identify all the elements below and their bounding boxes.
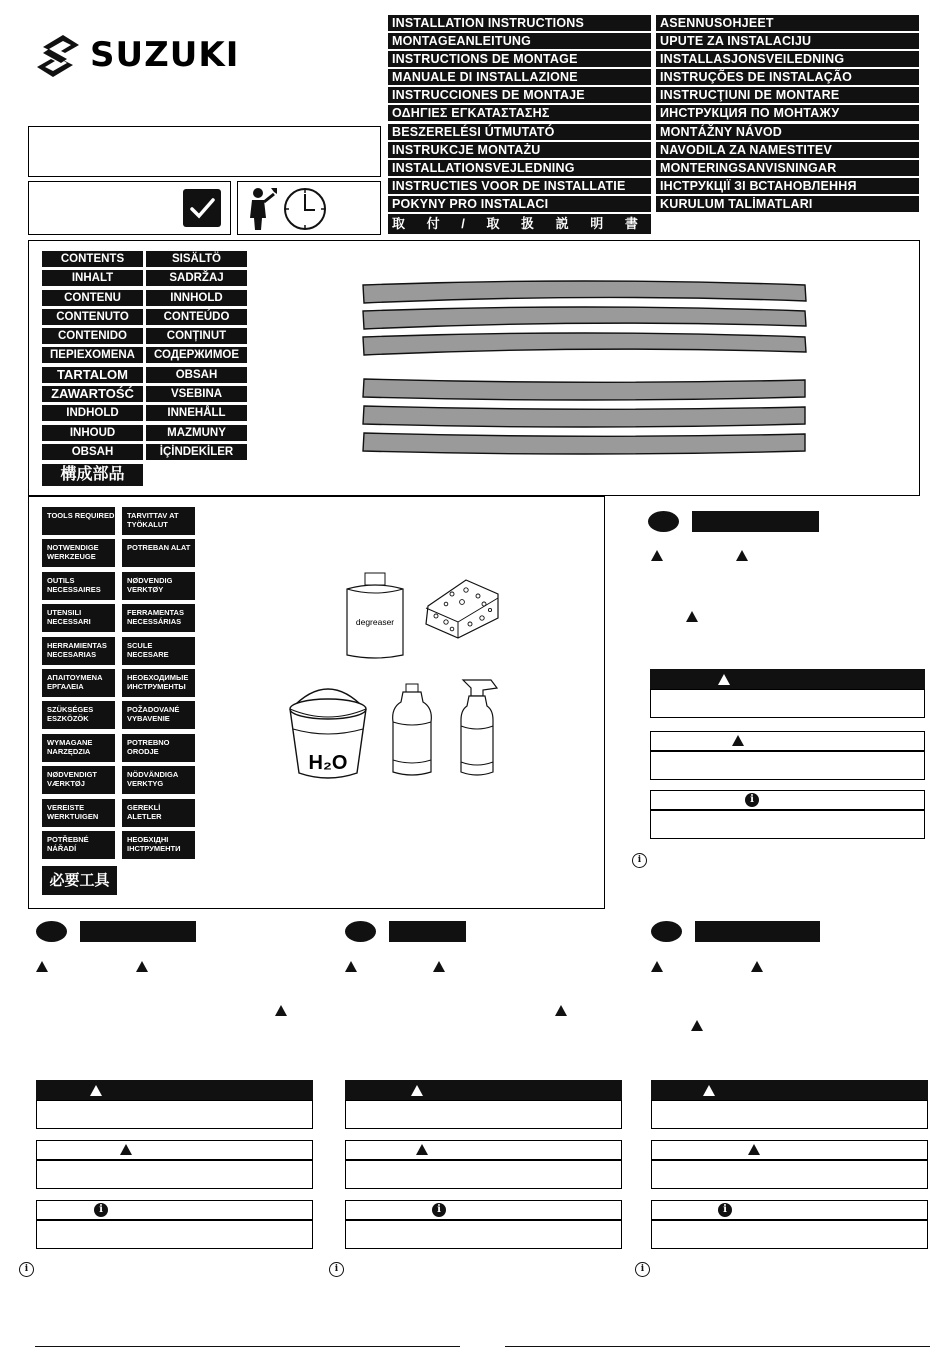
title-right-9: ІНСТРУКЦІЇ ЗІ ВСТАНОВЛЕННЯ <box>656 178 919 194</box>
brand-name: SUZUKI <box>90 35 240 75</box>
tools-label-1: TARVITTAV AT TYÖKALUT <box>122 507 195 535</box>
warning-triangle-icon <box>748 1144 760 1155</box>
tools-label-4: OUTILS NECESSAIRES <box>42 572 115 600</box>
warning-triangle-icon <box>36 961 48 972</box>
footer-line-right <box>505 1346 930 1347</box>
title-left-10: POKYNY PRO INSTALACI <box>388 196 651 212</box>
warning-triangle-icon <box>120 1144 132 1155</box>
step-title-bar <box>389 921 466 942</box>
tools-label-11: НЕОБХОДИМЫЕ ИНСТРУМЕНТЫ <box>122 669 195 697</box>
step-number-badge <box>36 921 67 942</box>
title-left-1: MONTAGEANLEITUNG <box>388 33 651 49</box>
warning-triangle-icon <box>718 674 730 685</box>
caution-header <box>651 1140 928 1160</box>
tools-label-jp: 必要工具 <box>42 866 117 895</box>
tools-label-17: NÖDVÄNDIGA VERKTYG <box>122 766 195 794</box>
tools-label-12: SZÜKSÉGES ESZKÖZÖK <box>42 701 115 729</box>
suzuki-logo <box>35 33 265 79</box>
contents-label-6: CONTENUTO <box>42 309 143 325</box>
note-body <box>36 1220 313 1249</box>
warning-triangle-icon <box>433 961 445 972</box>
caution-body <box>345 1160 622 1189</box>
contents-label-4: CONTENU <box>42 290 143 306</box>
tools-label-10: ΑΠΑΙΤΟΥΜΕΝΑ ΕΡΓΑΛΕΙΑ <box>42 669 115 697</box>
title-left-7: INSTRUKCJE MONTAŻU <box>388 142 651 158</box>
tools-label-21: НЕОБХІДНІ ІНСТРУМЕНТИ <box>122 831 195 859</box>
contents-label-17: INNEHÅLL <box>146 405 247 421</box>
tools-label-2: NOTWENDIGE WERKZEUGE <box>42 539 115 567</box>
info-icon: i <box>19 1262 34 1277</box>
tools-label-7: FERRAMENTAS NECESSÁRIAS <box>122 604 195 632</box>
warning-header <box>651 1080 928 1101</box>
info-icon: i <box>632 853 647 868</box>
warning-triangle-icon <box>751 961 763 972</box>
title-right-4: INSTRUCŢIUNI DE MONTARE <box>656 87 919 103</box>
caution-body <box>650 751 925 780</box>
strip-6 <box>363 433 805 454</box>
contents-label-19: MAZMUNY <box>146 425 247 441</box>
title-right-5: ИНСТРУКЦИЯ ПО МОНТАЖУ <box>656 105 919 121</box>
contents-label-8: CONTENIDO <box>42 328 143 344</box>
step-number-badge <box>345 921 376 942</box>
warning-body <box>36 1100 313 1129</box>
title-left-2: INSTRUCTIONS DE MONTAGE <box>388 51 651 67</box>
title-right-3: INSTRUÇÕES DE INSTALAÇÃO <box>656 69 919 85</box>
caution-body <box>36 1160 313 1189</box>
time-box <box>237 181 381 235</box>
clock-icon <box>282 186 328 232</box>
title-right-6: MONTÁŽNY NÁVOD <box>656 124 919 140</box>
warning-triangle-icon <box>686 611 698 622</box>
contents-label-16: INDHOLD <box>42 405 143 421</box>
warning-body <box>650 689 925 718</box>
contents-label-20: OBSAH <box>42 444 143 460</box>
mechanic-icon <box>244 184 280 232</box>
titles-left <box>388 15 651 236</box>
degreaser-can-icon <box>343 571 407 661</box>
note-body <box>345 1220 622 1249</box>
contents-label-11: СОДЕРЖИМОЕ <box>146 347 247 363</box>
tools-label-0: TOOLS REQUIRED <box>42 507 115 535</box>
strip-3 <box>363 333 806 355</box>
contents-label-9: CONȚINUT <box>146 328 247 344</box>
caution-header <box>36 1140 313 1160</box>
step-title-bar <box>80 921 196 942</box>
part-info-box <box>28 126 381 177</box>
warning-triangle-icon <box>736 550 748 561</box>
caution-header <box>650 731 925 751</box>
step-title-bar <box>695 921 820 942</box>
warning-triangle-icon <box>651 961 663 972</box>
contents-label-0: CONTENTS <box>42 251 143 267</box>
contents-label-1: SISÄLTÖ <box>146 251 247 267</box>
caution-header <box>345 1140 622 1160</box>
contents-label-jp: 構成部品 <box>42 464 143 486</box>
contents-label-12: TARTALOM <box>42 367 143 383</box>
contents-label-grid <box>42 251 247 460</box>
title-right-8: MONTERINGSANVISNINGAR <box>656 160 919 176</box>
note-header <box>651 1200 928 1220</box>
strip-1 <box>363 281 806 303</box>
contents-label-15: VSEBINA <box>146 386 247 402</box>
contents-label-7: CONTEÚDO <box>146 309 247 325</box>
info-icon: i <box>718 1203 732 1217</box>
contents-label-10: ΠΕΡΙΕΧΟΜΕΝΑ <box>42 347 143 363</box>
info-icon: i <box>635 1262 650 1277</box>
tools-label-18: VEREISTE WERKTUIGEN <box>42 799 115 827</box>
sponge-icon <box>422 574 502 640</box>
warning-triangle-icon <box>732 735 744 746</box>
tools-label-13: POŽADOVANÉ VYBAVENIE <box>122 701 195 729</box>
warning-triangle-icon <box>555 1005 567 1016</box>
title-left-9: INSTRUCTIES VOOR DE INSTALLATIE <box>388 178 651 194</box>
note-body <box>651 1220 928 1249</box>
suzuki-logo-icon <box>35 33 81 79</box>
detergent-bottle-icon <box>389 682 435 778</box>
title-left-4: INSTRUCCIONES DE MONTAJE <box>388 87 651 103</box>
title-left-0: INSTALLATION INSTRUCTIONS <box>388 15 651 31</box>
warning-triangle-icon <box>136 961 148 972</box>
step-number-badge <box>651 921 682 942</box>
warning-header <box>36 1080 313 1101</box>
title-left-6: BESZERELÉSI ÚTMUTATÓ <box>388 124 651 140</box>
info-icon: i <box>745 793 759 807</box>
contents-label-3: SADRŽAJ <box>146 270 247 286</box>
contents-label-18: INHOUD <box>42 425 143 441</box>
checkmark-icon <box>183 189 221 227</box>
contents-label-2: INHALT <box>42 270 143 286</box>
tools-label-9: SCULE NECESARE <box>122 637 195 665</box>
tools-label-grid <box>42 507 195 859</box>
note-header <box>345 1200 622 1220</box>
warning-triangle-icon <box>275 1005 287 1016</box>
title-left-11: 取 付 / 取 扱 説 明 書 <box>388 214 651 234</box>
title-right-1: UPUTE ZA INSTALACIJU <box>656 33 919 49</box>
contents-label-14: ZAWARTOŚĆ <box>42 386 143 402</box>
tools-label-3: POTREBAN ALAT <box>122 539 195 567</box>
tools-label-14: WYMAGANE NARZĘDZIA <box>42 734 115 762</box>
water-label: H₂O <box>308 752 348 774</box>
strip-2 <box>363 307 806 329</box>
title-right-10: KURULUM TALİMATLARI <box>656 196 919 212</box>
note-body <box>650 810 925 839</box>
warning-header <box>650 669 925 690</box>
note-header <box>650 790 925 810</box>
degreaser-label: degreaser <box>355 617 395 627</box>
warning-body <box>345 1100 622 1129</box>
title-right-0: ASENNUSOHJEET <box>656 15 919 31</box>
warning-triangle-icon <box>345 961 357 972</box>
tools-label-8: HERRAMIENTAS NECESARIAS <box>42 637 115 665</box>
step-title-bar <box>692 511 819 532</box>
contents-label-5: INNHOLD <box>146 290 247 306</box>
step-number-badge <box>648 511 679 532</box>
titles-right <box>656 15 919 214</box>
contents-label-13: OBSAH <box>146 367 247 383</box>
strip-5 <box>363 406 805 427</box>
note-header <box>36 1200 313 1220</box>
title-right-7: NAVODILA ZA NAMESTITEV <box>656 142 919 158</box>
caution-body <box>651 1160 928 1189</box>
warning-header <box>345 1080 622 1101</box>
title-right-2: INSTALLASJONSVEILEDNING <box>656 51 919 67</box>
part-strips <box>355 275 815 475</box>
title-left-8: INSTALLATIONSVEJLEDNING <box>388 160 651 176</box>
tools-label-19: GEREKLİ ALETLER <box>122 799 195 827</box>
info-icon: i <box>94 1203 108 1217</box>
footer-line-left <box>35 1346 460 1347</box>
warning-triangle-icon <box>691 1020 703 1031</box>
contents-label-21: İÇİNDEKİLER <box>146 444 247 460</box>
info-icon: i <box>329 1262 344 1277</box>
warning-body <box>651 1100 928 1129</box>
tools-label-16: NØDVENDIGT VÆRKTØJ <box>42 766 115 794</box>
warning-triangle-icon <box>651 550 663 561</box>
warning-triangle-icon <box>411 1085 423 1096</box>
title-left-3: MANUALE DI INSTALLAZIONE <box>388 69 651 85</box>
tools-label-6: UTENSILI NECESSARI <box>42 604 115 632</box>
tools-label-5: NØDVENDIG VERKTØY <box>122 572 195 600</box>
title-left-5: ΟΔΗΓΙΕΣ ΕΓΚΑΤΑΣΤΑΣΗΣ <box>388 105 651 121</box>
tools-label-20: POTŘEBNÉ NÁŘADÍ <box>42 831 115 859</box>
warning-triangle-icon <box>90 1085 102 1096</box>
info-icon: i <box>432 1203 446 1217</box>
strip-4 <box>363 379 805 400</box>
warning-triangle-icon <box>703 1085 715 1096</box>
difficulty-box <box>28 181 231 235</box>
tools-label-15: POTREBNO ORODJE <box>122 734 195 762</box>
spray-bottle-icon <box>453 676 505 778</box>
warning-triangle-icon <box>416 1144 428 1155</box>
